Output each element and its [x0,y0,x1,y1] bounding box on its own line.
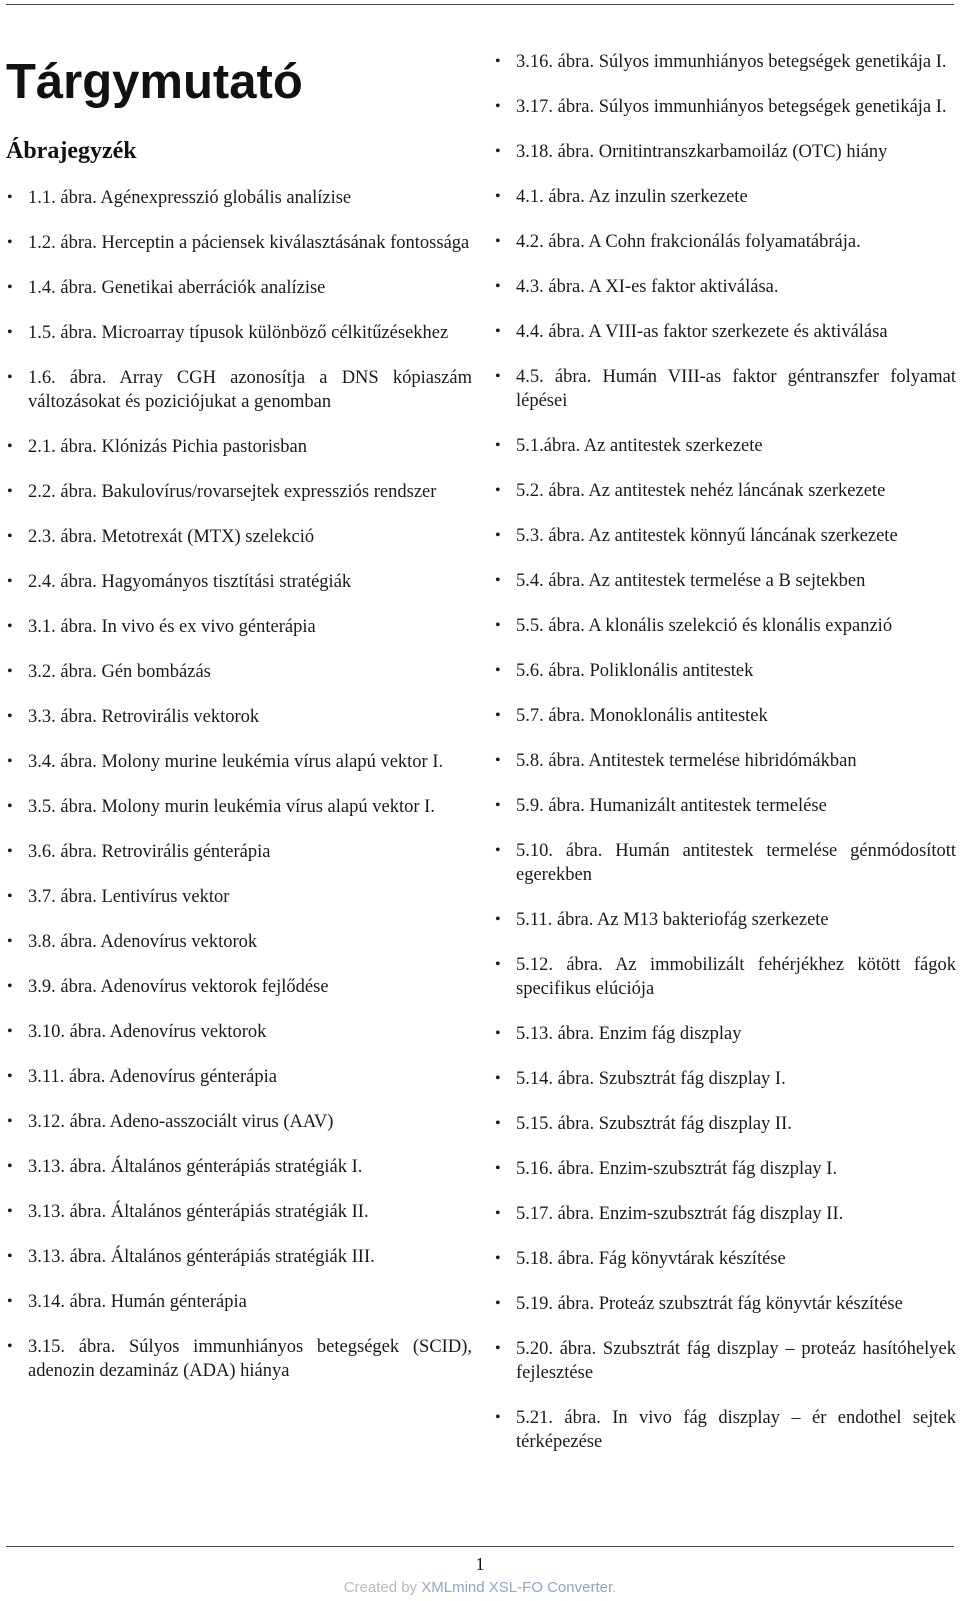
figure-list-item: • 4.5. ábra. Humán VIII-as faktor géntranszfer folyamat lépései [494,365,956,413]
figure-list-item: • 5.4. ábra. Az antitestek termelése a B sejtekben [494,569,956,593]
figure-list-item: • 3.5. ábra. Molony murin leukémia vírus alapú vektor I. [6,795,472,819]
figure-list-item: • 5.21. ábra. In vivo fág diszplay – ér endothel sejtek térképezése [494,1406,956,1454]
figure-list-item: • 3.8. ábra. Adenovírus vektorok [6,930,472,954]
figure-list-item: • 3.16. ábra. Súlyos immunhiányos betegségek genetikája I. [494,50,956,74]
figure-list-item: • 3.4. ábra. Molony murine leukémia vírus alapú vektor I. [6,750,472,774]
figure-list-item: • 3.7. ábra. Lentivírus vektor [6,885,472,909]
figure-list-item: • 2.1. ábra. Klónizás Pichia pastorisban [6,435,472,459]
figure-list-item: • 3.11. ábra. Adenovírus génterápia [6,1065,472,1089]
figure-list-item: • 5.14. ábra. Szubsztrát fág diszplay I. [494,1067,956,1091]
figure-list-item: • 1.1. ábra. Agénexpresszió globális analízise [6,186,472,210]
figure-list-item: • 4.4. ábra. A VIII-as faktor szerkezete és aktiválása [494,320,956,344]
figure-list-item: • 5.12. ábra. Az immobilizált fehérjékhez kötött fágok specifikus elúciója [494,953,956,1001]
figure-list-item: • 4.2. ábra. A Cohn frakcionálás folyamatábrája. [494,230,956,254]
figure-list-item: • 5.16. ábra. Enzim-szubsztrát fág diszplay I. [494,1157,956,1181]
figure-list-item: • 5.17. ábra. Enzim-szubsztrát fág diszplay II. [494,1202,956,1226]
figure-list-item: • 5.6. ábra. Poliklonális antitestek [494,659,956,683]
figure-list-item: • 2.2. ábra. Bakulovírus/rovarsejtek expressziós rendszer [6,480,472,504]
figure-list-item: • 1.6. ábra. Array CGH azonosítja a DNS kópiaszám változásokat és poziciójukat a genomban [6,366,472,414]
figure-list-item: • 2.4. ábra. Hagyományos tisztítási stratégiák [6,570,472,594]
figure-list-item: • 5.10. ábra. Humán antitestek termelése génmódosított egerekben [494,839,956,887]
page-number: 1 [475,1554,485,1574]
figure-list-item: • 5.1.ábra. Az antitestek szerkezete [494,434,956,458]
figure-list-item: • 5.13. ábra. Enzim fág diszplay [494,1022,956,1046]
figure-list-item: • 3.13. ábra. Általános génterápiás stratégiák II. [6,1200,472,1224]
figure-list-item: • 3.17. ábra. Súlyos immunhiányos betegségek genetikája I. [494,95,956,119]
document-title: Tárgymutató [6,55,303,109]
figure-list-item: • 4.1. ábra. Az inzulin szerkezete [494,185,956,209]
figure-list-item: • 5.18. ábra. Fág könyvtárak készítése [494,1247,956,1271]
figure-list-item: • 5.2. ábra. Az antitestek nehéz láncának szerkezete [494,479,956,503]
figure-list-item: • 3.9. ábra. Adenovírus vektorok fejlődése [6,975,472,999]
figure-list-item: • 1.2. ábra. Herceptin a páciensek kiválasztásának fontossága [6,231,472,255]
bottom-rule [6,1546,954,1547]
figure-list-item: • 3.15. ábra. Súlyos immunhiányos betegségek (SCID), adenozin dezamináz (ADA) hiánya [6,1335,472,1383]
footer-credit-brand: XMLmind XSL-FO Converter [421,1579,613,1596]
figure-list-item: • 3.13. ábra. Általános génterápiás stratégiák I. [6,1155,472,1179]
figure-list-item: • 3.18. ábra. Ornitintranszkarbamoiláz (OTC) hiány [494,140,956,164]
figure-list-item: • 3.2. ábra. Gén bombázás [6,660,472,684]
figure-list-item: • 5.19. ábra. Proteáz szubsztrát fág könyvtár készítése [494,1292,956,1316]
figure-list-item: • 3.3. ábra. Retrovirális vektorok [6,705,472,729]
figure-list-item: • 3.1. ábra. In vivo és ex vivo génterápia [6,615,472,639]
figure-list-item: • 1.4. ábra. Genetikai aberrációk analízise [6,276,472,300]
top-rule [6,4,954,5]
footer-credit-suffix: . [612,1579,617,1596]
footer-credit [0,1578,960,1598]
figure-list-item: • 5.5. ábra. A klonális szelekció és klonális expanzió [494,614,956,638]
figure-list-item: • 5.9. ábra. Humanizált antitestek termelése [494,794,956,818]
figure-list-item: • 4.3. ábra. A XI-es faktor aktiválása. [494,275,956,299]
figure-list-item: • 5.3. ábra. Az antitestek könnyű láncának szerkezete [494,524,956,548]
figure-list-item: • 5.7. ábra. Monoklonális antitestek [494,704,956,728]
figure-list-item: • 2.3. ábra. Metotrexát (MTX) szelekció [6,525,472,549]
figure-list-item: • 3.6. ábra. Retrovirális génterápia [6,840,472,864]
figure-list-item: • 1.5. ábra. Microarray típusok különböző célkitűzésekhez [6,321,472,345]
footer-credit-prefix: Created by [343,1579,422,1596]
figure-list-item: • 3.14. ábra. Humán génterápia [6,1290,472,1314]
figure-list-right [494,50,956,1475]
figure-list-item: • 5.8. ábra. Antitestek termelése hibridómákban [494,749,956,773]
figure-list-item: • 3.13. ábra. Általános génterápiás stratégiák III. [6,1245,472,1269]
section-title: Ábrajegyzék [6,138,137,164]
figure-list-item: • 5.11. ábra. Az M13 bakteriofág szerkezete [494,908,956,932]
figure-list-item: • 5.20. ábra. Szubsztrát fág diszplay – proteáz hasítóhelyek fejlesztése [494,1337,956,1385]
figure-list-item: • 3.10. ábra. Adenovírus vektorok [6,1020,472,1044]
figure-list-item: • 5.15. ábra. Szubsztrát fág diszplay II. [494,1112,956,1136]
figure-list-item: • 3.12. ábra. Adeno-asszociált virus (AAV) [6,1110,472,1134]
figure-list-left [6,186,472,1404]
